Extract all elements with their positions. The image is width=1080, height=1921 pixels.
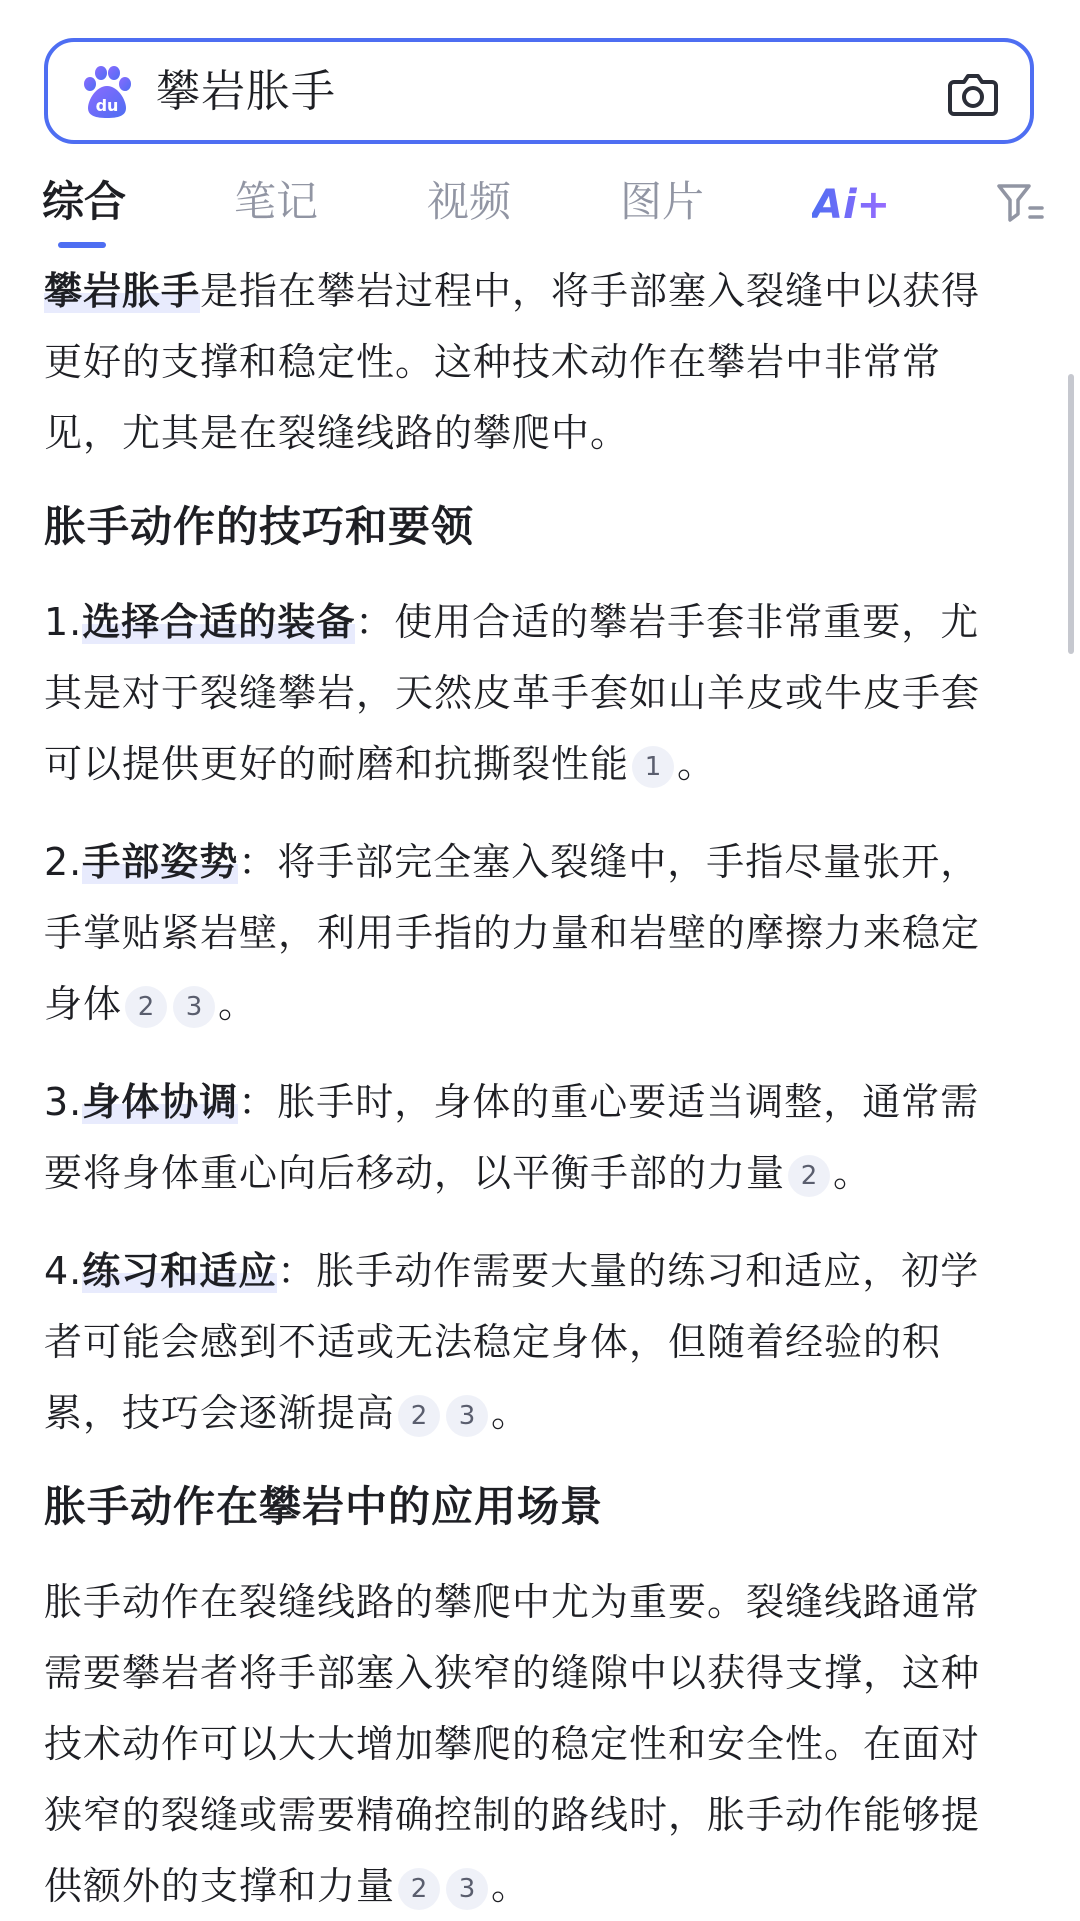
list-item (44, 827, 1016, 1040)
citation-badge[interactable]: 2 (398, 1868, 440, 1910)
citation-badge[interactable]: 2 (125, 986, 167, 1028)
list-item-end: 。 (677, 742, 717, 786)
intro-paragraph (44, 256, 1016, 469)
citation-badge[interactable]: 2 (788, 1155, 830, 1197)
list-item-end: 。 (218, 982, 258, 1026)
applications-text: 胀手动作在裂缝线路的攀爬中尤为重要。裂缝线路通常需要攀岩者将手部塞入狭窄的缝隙中以获得支撑，这种技术动作可以大大增加攀爬的稳定性和安全性。在面对狭窄的裂缝或需要精确控制的路线时，胀手动作能够提供额外的支撑和力量 (44, 1580, 981, 1908)
camera-icon[interactable] (944, 64, 1002, 122)
list-item-number: 3. (44, 1080, 83, 1124)
section-heading-techniques: 胀手动作的技巧和要领 (44, 502, 475, 551)
search-bar[interactable] (44, 38, 1034, 144)
search-input[interactable]: 攀岩胀手 (156, 66, 336, 117)
svg-text:du: du (95, 96, 119, 115)
filter-icon[interactable] (996, 182, 1044, 226)
citation-badge[interactable]: 1 (632, 746, 674, 788)
list-item-title[interactable]: 练习和适应 (82, 1249, 278, 1293)
ai-answer-content (44, 256, 1016, 1921)
applications-end: 。 (491, 1864, 531, 1908)
list-item-text: ：胀手动作需要大量的练习和适应，初学者可能会感到不适或无法稳定身体，但随着经验的积累，技巧会逐渐提高 (44, 1249, 980, 1435)
list-item-title[interactable]: 手部姿势 (82, 840, 239, 884)
list-item-title[interactable]: 身体协调 (82, 1080, 239, 1124)
section-heading-applications: 胀手动作在攀岩中的应用场景 (44, 1482, 604, 1531)
list-item-end: 。 (491, 1391, 531, 1435)
list-item-end: 。 (833, 1151, 873, 1195)
list-item-text: ：胀手时，身体的重心要适当调整，通常需要将身体重心向后移动，以平衡手部的力量 (44, 1080, 980, 1195)
list-item-text: ：使用合适的攀岩手套非常重要，尤其是对于裂缝攀岩，天然皮革手套如山羊皮或牛皮手套可以提供更好的耐磨和抗撕裂性能 (44, 600, 981, 786)
citation-badge[interactable]: 3 (446, 1868, 488, 1910)
list-item-number: 4. (44, 1249, 83, 1293)
active-tab-indicator (58, 242, 106, 248)
baidu-paw-logo-icon (78, 64, 136, 122)
tab-ai[interactable] (812, 178, 892, 228)
citation-badge[interactable]: 2 (398, 1395, 440, 1437)
list-item (44, 1067, 1016, 1209)
citation-badge[interactable]: 3 (173, 986, 215, 1028)
citation-badge[interactable]: 3 (446, 1395, 488, 1437)
list-item-text: ：将手部完全塞入裂缝中，手指尽量张开，手掌贴紧岩壁，利用手指的力量和岩壁的摩擦力来稳定身体 (44, 840, 981, 1026)
applications-paragraph (44, 1567, 1016, 1921)
ai-tab-label: Ai+ (812, 182, 891, 228)
list-item-title[interactable]: 选择合适的装备 (82, 600, 356, 644)
tab-all[interactable]: 综合 (42, 177, 127, 226)
list-item (44, 1236, 1016, 1449)
intro-term[interactable]: 攀岩胀手 (44, 269, 201, 313)
result-tabs (0, 170, 1080, 250)
intro-text: 是指在攀岩过程中，将手部塞入裂缝中以获得更好的支撑和稳定性。这种技术动作在攀岩中非常常见，尤其是在裂缝线路的攀爬中。 (44, 269, 981, 455)
list-item-number: 2. (44, 840, 83, 884)
list-item (44, 587, 1016, 800)
tab-notes[interactable]: 笔记 (234, 177, 319, 226)
tab-videos[interactable]: 视频 (427, 177, 512, 226)
scrollbar[interactable] (1068, 374, 1074, 654)
tab-images[interactable]: 图片 (620, 177, 705, 226)
list-item-number: 1. (44, 600, 83, 644)
